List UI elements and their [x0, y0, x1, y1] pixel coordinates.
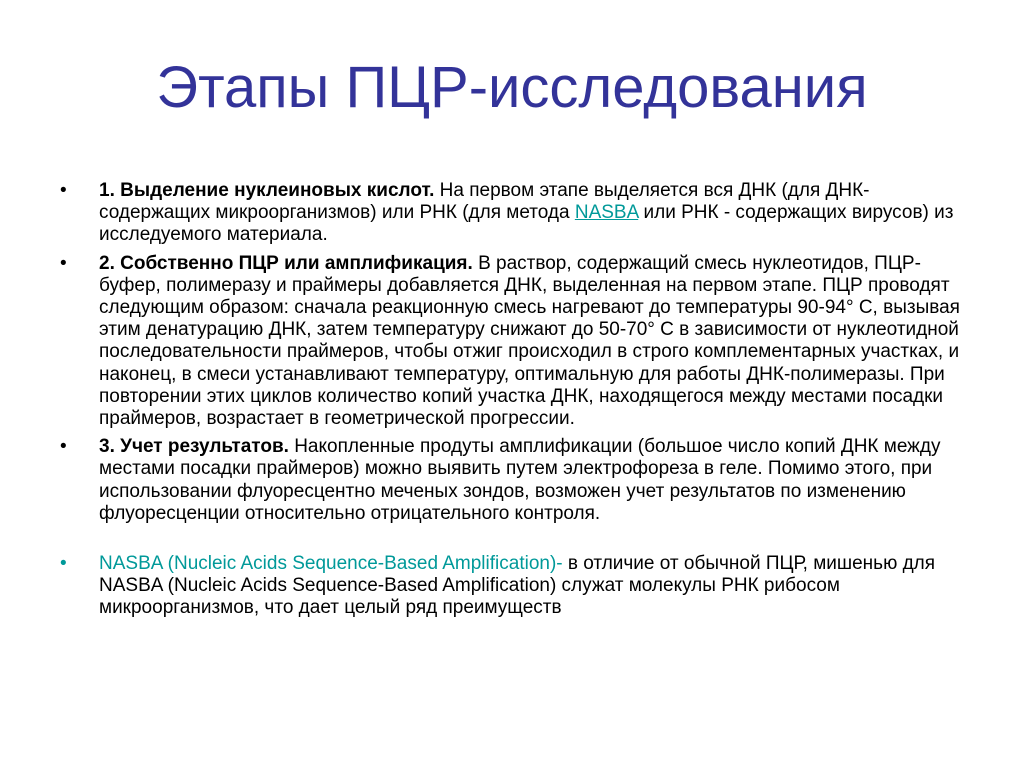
bullet-marker: •: [60, 553, 67, 575]
slide-content: [60, 180, 960, 626]
bullet-item-amplification: [60, 253, 960, 431]
bullet-text: На первом этапе выделяется вся ДНК (для ДНК-содержащих микроорганизмов) или РНК (для метода: [99, 180, 870, 224]
bullet-text: Накопленные продуты амплификации (большое число копий ДНК между местами посадки праймеров) можно выявить путем электрофореза в геле. Помимо этого, при использовании флуоресцентно меченых зондов, возможен учет результатов по изменению флуоресценции относительно отрицательного контроля.: [99, 436, 941, 524]
bullet-heading: 1. Выделение нуклеиновых кислот.: [99, 180, 435, 201]
bullet-marker: •: [60, 436, 67, 458]
bullet-marker: •: [60, 252, 67, 274]
bullet-heading: 3. Учет результатов.: [99, 436, 289, 458]
bullet-heading: 2. Собственно ПЦР или амплификация.: [99, 252, 473, 274]
bullet-text: или РНК - содержащих вирусов) из исследуемого материала.: [99, 202, 954, 246]
bullet-item-results: [60, 436, 960, 525]
bullet-text: в отличие от обычной ПЦР, мишенью для NASBA (Nucleic Acids Sequence-Based Amplification) служат молекулы РНК рибосом микроорганизмов, что дает целый ряд преимуществ: [99, 553, 936, 619]
bullet-marker: •: [60, 180, 67, 201]
bullet-item-nasba: [60, 553, 960, 620]
nasba-term: NASBA (Nucleic Acids Sequence-Based Amplification)-: [99, 553, 563, 575]
nasba-link[interactable]: NASBA: [574, 202, 639, 224]
bullet-text: В раствор, содержащий смесь нуклеотидов, ПЦР-буфер, полимеразу и праймеры добавляется ДНК, выделенная на первом этапе. ПЦР проводят следующим образом: сначала реакционную смесь нагревают до температуры 90-94° С, вызывая этим денатурацию ДНК, затем температуру снижают до 50-70° С в зависимости от нуклеотидной последовательности праймеров, чтобы отжиг происходил в строго комплементарных участках, и наконец, в смеси устанавливают температуру, оптимальную для работы ДНК-полимеразы. При повторении этих циклов количество копий участка ДНК, находящегося между местами посадки праймеров, возрастает в геометрической прогрессии.: [99, 252, 960, 430]
bullet-item-extraction: [60, 180, 960, 247]
slide-title: Этапы ПЦР-исследования: [156, 55, 868, 120]
